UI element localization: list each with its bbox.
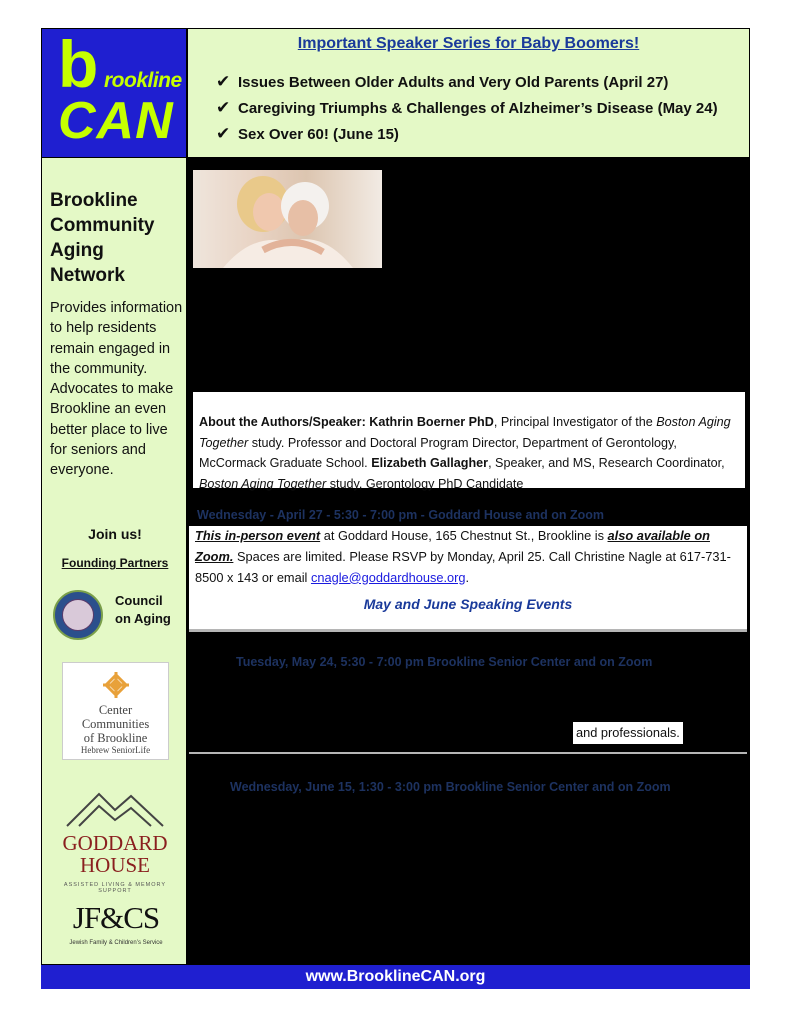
logo-can: CAN xyxy=(58,92,174,150)
org-description: Provides information to help residents remain engaged in the community. Advocates to make Brookline an even better place to live for seniors and everyone. xyxy=(50,300,183,479)
study-name: Boston Aging Together xyxy=(199,476,327,491)
zoom-available: also available on Zoom. xyxy=(195,528,710,564)
org-name xyxy=(50,188,155,288)
logo-rookline: rookline xyxy=(104,69,182,92)
speaker-series-header xyxy=(187,28,750,158)
rsvp-text-part: Spaces are limited. Please RSVP by Monday, April 25. Call Christine Nagle at 617-731-8500 x 143 or email xyxy=(195,548,731,585)
series-item xyxy=(216,121,718,147)
checkmark-icon: ✔ xyxy=(216,98,231,117)
mountain-icon xyxy=(53,786,177,830)
photo-illustration xyxy=(193,170,382,268)
jfcs-mark: JF&CS xyxy=(72,900,160,935)
sidebar xyxy=(41,158,187,965)
in-person-event: This in-person event xyxy=(195,528,321,543)
rsvp-text-part: at Goddard House, 165 Chestnut St., Brookline is xyxy=(320,528,608,543)
goddard-line: GODDARD xyxy=(62,831,168,855)
series-list xyxy=(216,69,718,147)
caregiver-hug-photo xyxy=(193,170,382,268)
about-text-part: study. Professor and Doctoral Program Director, Department of Gerontology, McCormack Graduate School. xyxy=(199,435,677,470)
ccb-line: of Brookline xyxy=(83,731,148,745)
about-text-part: , Speaker, and MS, Research Coordinator, xyxy=(488,456,725,470)
logo-letter-b: b xyxy=(58,27,99,101)
speaker-name: Elizabeth Gallagher xyxy=(371,456,489,470)
ccb-line: Center xyxy=(98,703,133,717)
series-item-label: Issues Between Older Adults and Very Old Parents (April 27) xyxy=(238,73,669,91)
goddard-name xyxy=(53,832,177,876)
about-text-part: , Principal Investigator of the xyxy=(493,415,657,429)
may-june-heading: May and June Speaking Events xyxy=(363,596,573,612)
series-item-label: Caregiving Triumphs & Challenges of Alzheimer’s Disease (May 24) xyxy=(238,99,718,117)
seal-center xyxy=(62,599,94,631)
checkmark-icon: ✔ xyxy=(216,72,231,91)
org-name-line: Community xyxy=(50,215,155,236)
org-name-line: Aging xyxy=(50,240,104,261)
event-june-heading: Wednesday, June 15, 1:30 - 3:00 pm Brookline Senior Center and on Zoom xyxy=(230,780,671,794)
goddard-house-logo xyxy=(53,786,177,896)
brookline-seal-icon xyxy=(53,590,103,640)
footer-url[interactable]: www.BrooklineCAN.org xyxy=(41,965,750,989)
join-us: Join us! xyxy=(88,526,142,542)
about-text-part: study, Gerontology PhD Candidate xyxy=(326,476,524,491)
event-april-heading: Wednesday - April 27 - 5:30 - 7:00 pm - Goddard House and on Zoom xyxy=(197,508,605,522)
about-authors xyxy=(187,392,745,491)
email-link[interactable]: cnagle@goddardhouse.org xyxy=(310,569,466,585)
coa-line: Council xyxy=(115,593,163,608)
series-item xyxy=(216,69,718,95)
rsvp-box xyxy=(189,526,747,632)
goddard-tagline: ASSISTED LIVING & MEMORY SUPPORT xyxy=(63,882,167,894)
jfcs-tagline: Jewish Family & Children’s Service xyxy=(69,940,163,946)
org-name-line: Network xyxy=(50,265,125,286)
center-communities-logo xyxy=(62,662,169,760)
series-item-label: Sex Over 60! (June 15) xyxy=(238,125,399,143)
knot-icon xyxy=(100,669,132,701)
jfcs-logo xyxy=(56,900,176,950)
about-text xyxy=(199,412,747,494)
section-divider xyxy=(189,752,747,754)
org-name-line: Brookline xyxy=(50,190,138,211)
professionals-text: and professionals. xyxy=(573,722,683,744)
founding-partners-heading: Founding Partners xyxy=(61,556,169,570)
coa-line: on Aging xyxy=(115,611,171,626)
rsvp-text-part: . xyxy=(465,569,470,585)
brookline-can-logo xyxy=(41,28,187,158)
goddard-line: HOUSE xyxy=(79,853,150,877)
ccb-tagline: Hebrew SeniorLife xyxy=(80,745,151,755)
series-item xyxy=(216,95,718,121)
council-on-aging-label xyxy=(115,592,171,628)
checkmark-icon: ✔ xyxy=(216,124,231,143)
ccb-line: Communities xyxy=(81,717,150,731)
rsvp-text xyxy=(195,526,745,588)
ccb-name xyxy=(63,703,168,745)
study-name: Boston Aging Together xyxy=(199,415,731,450)
event-may-heading: Tuesday, May 24, 5:30 - 7:00 pm Brookline Senior Center and on Zoom xyxy=(236,655,653,669)
series-title: Important Speaker Series for Baby Boomers! xyxy=(297,35,640,52)
about-lead: About the Authors/Speaker: Kathrin Boerner PhD xyxy=(199,415,494,429)
